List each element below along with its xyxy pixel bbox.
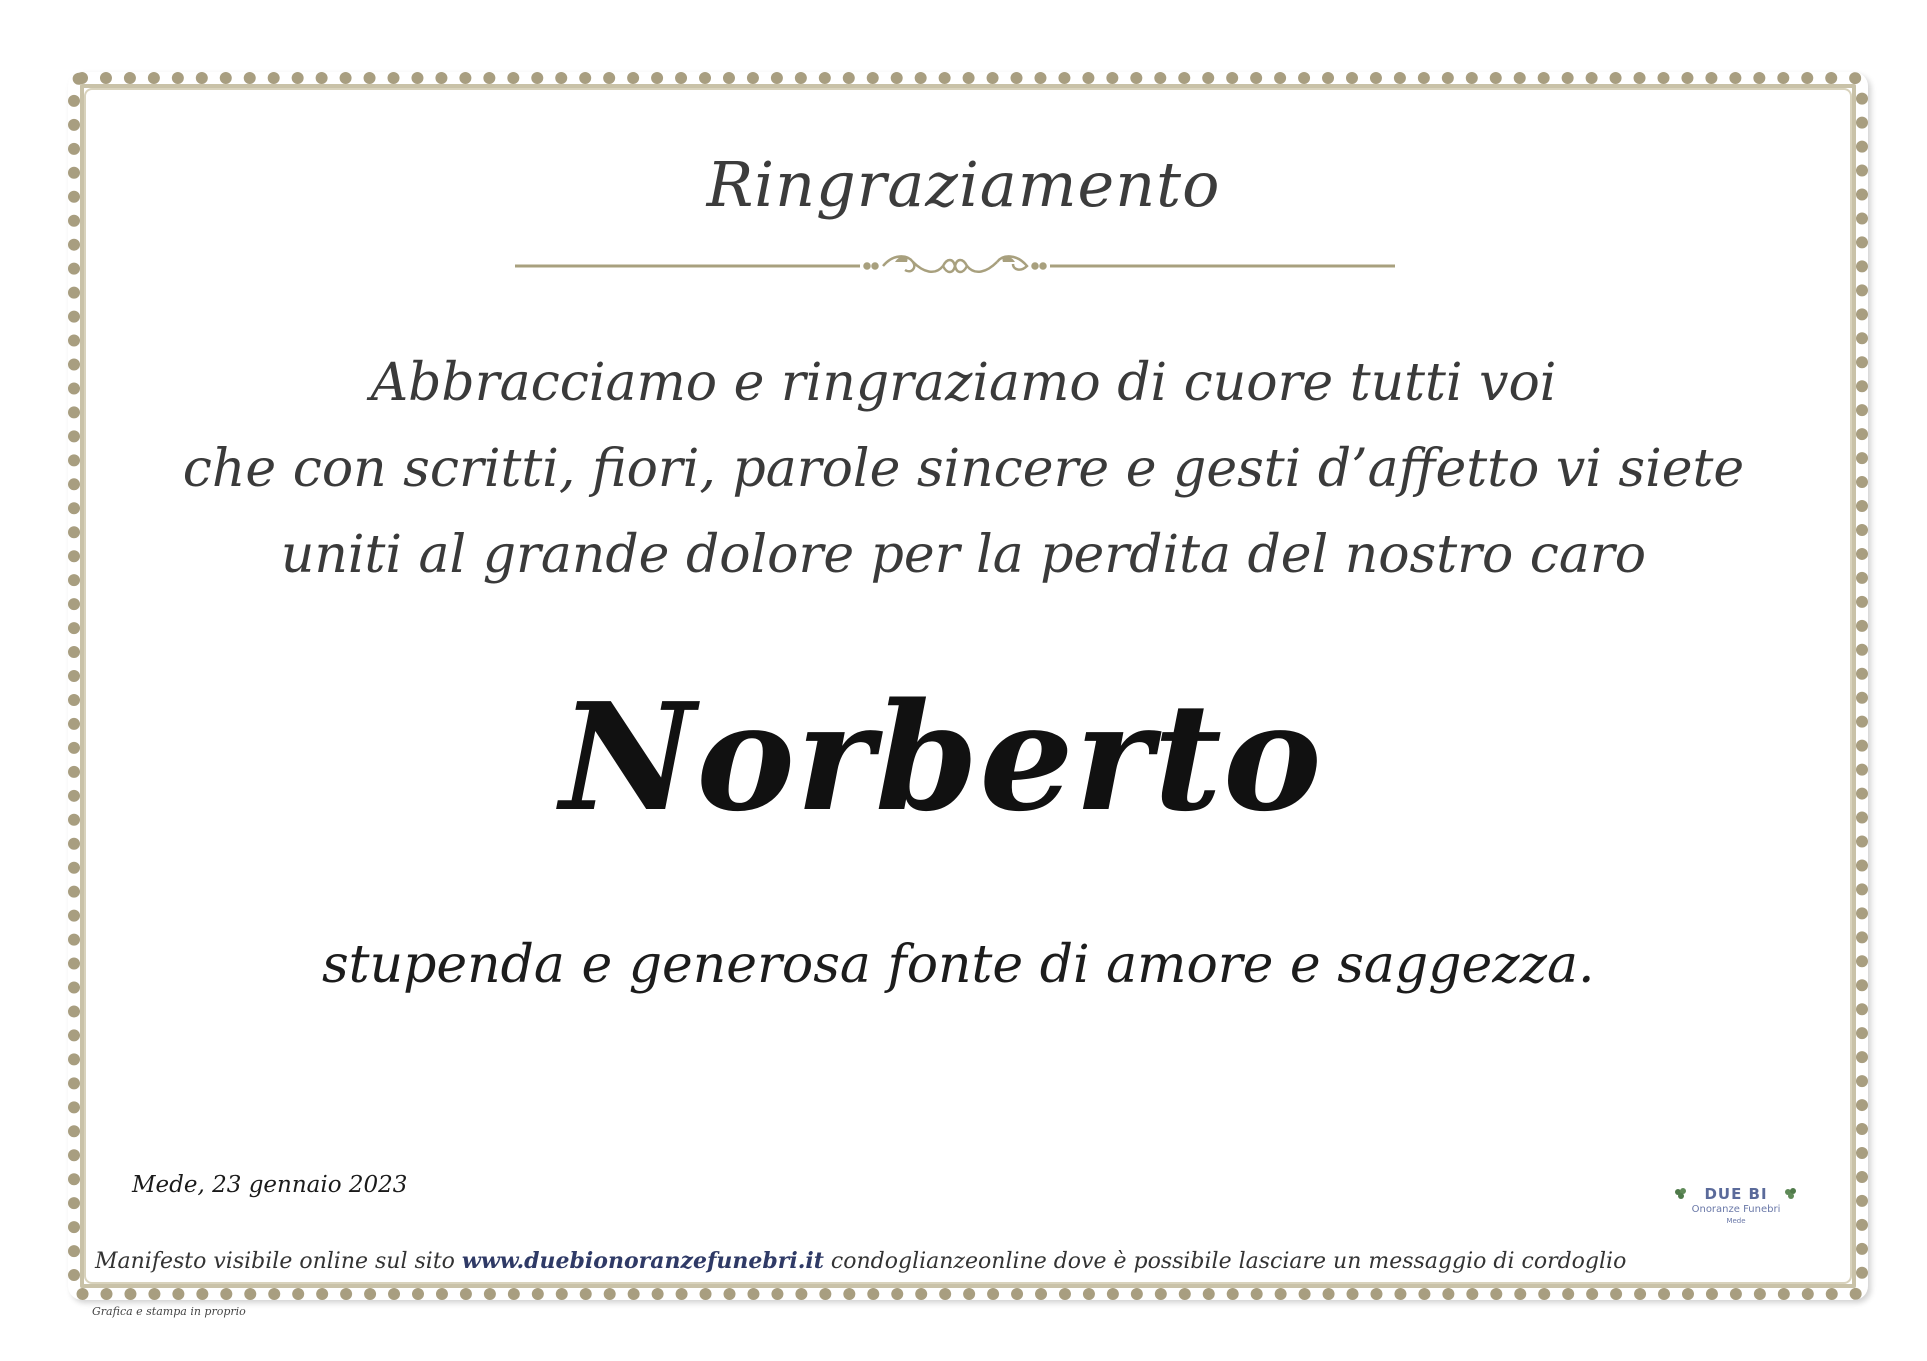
print-credits: Grafica e stampa in proprio (92, 1305, 246, 1318)
footer-suffix: condoglianzeonline dove è possibile lasciare un messaggio di cordoglio (830, 1249, 1627, 1274)
logo-town: Mede (1726, 1217, 1746, 1225)
leaf-icon (1674, 1187, 1688, 1201)
leaf-icon (1784, 1187, 1798, 1201)
thank-you-message (0, 340, 1927, 598)
tagline: stupenda e generosa fonte di amore e saggezza. (322, 935, 1595, 995)
deceased-name: Norberto (560, 670, 1323, 844)
flourish-divider-icon (515, 248, 1395, 288)
funeral-home-logo (1672, 1185, 1800, 1241)
notice-title: Ringraziamento (706, 148, 1221, 221)
footer-prefix: Manifesto visibile online sul sito (95, 1249, 455, 1274)
website-link[interactable]: www.duebionoranzefunebri.it (461, 1248, 824, 1274)
message-line: che con scritti, fiori, parole sincere e gesti d’affetto vi siete (182, 439, 1745, 499)
message-line: Abbracciamo e ringraziamo di cuore tutti voi (370, 353, 1557, 413)
footer-note (95, 1248, 1626, 1274)
date-line: Mede, 23 gennaio 2023 (132, 1172, 408, 1198)
logo-brand: DUE BI (1704, 1185, 1768, 1203)
message-line: uniti al grande dolore per la perdita del nostro caro (280, 525, 1647, 585)
logo-subtitle: Onoranze Funebri (1691, 1204, 1781, 1215)
